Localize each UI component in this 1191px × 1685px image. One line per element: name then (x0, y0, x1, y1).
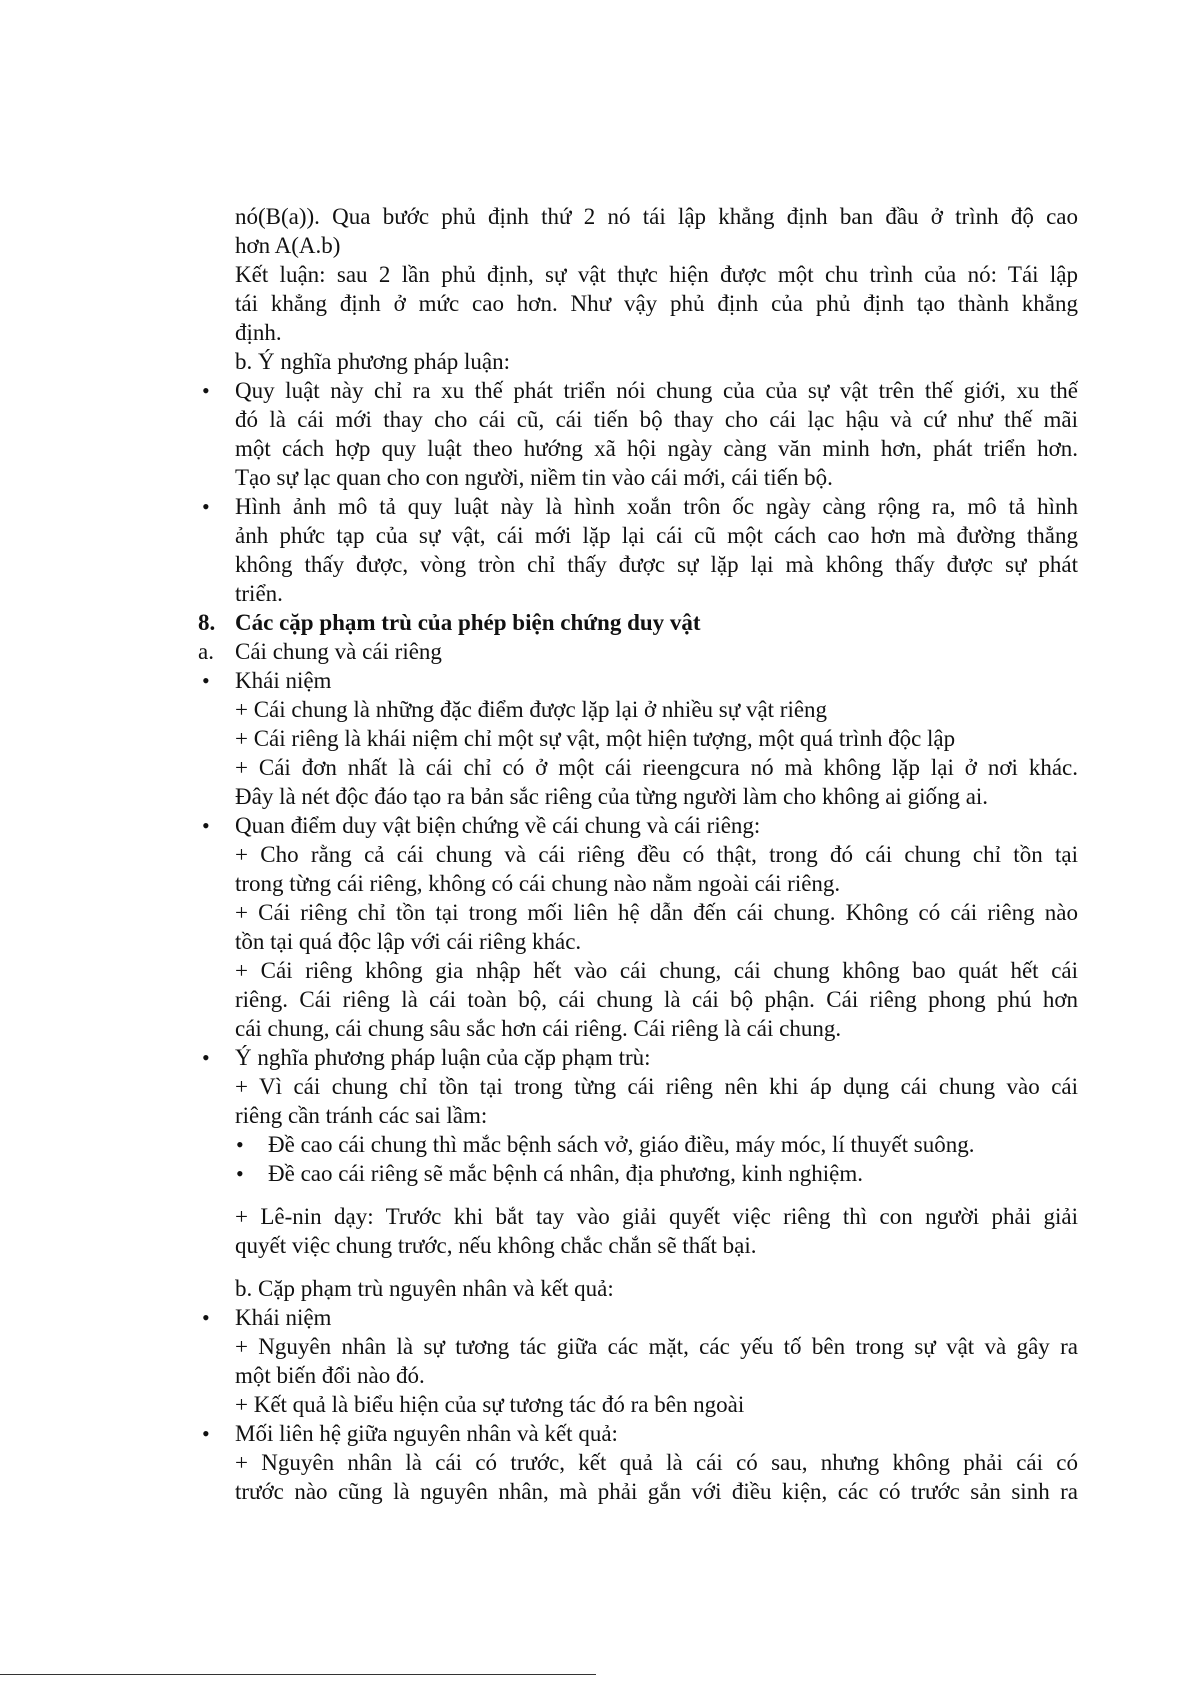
spacer (198, 1260, 1078, 1274)
text-line: nó(B(a)). Qua bước phủ định thứ 2 nó tái lập khẳng định ban đầu ở trình độ cao (235, 204, 1078, 229)
bullet-text: Mối liên hệ giữa nguyên nhân và kết quả: (235, 1421, 618, 1446)
sub-bullet-item (198, 1130, 1078, 1159)
sub-bullet-item (198, 1159, 1078, 1188)
bullet-item (198, 492, 1078, 521)
bullet-icon: • (202, 1045, 210, 1070)
bullet-item (198, 376, 1078, 405)
spacer (198, 1188, 1078, 1202)
footer-rule (0, 1674, 596, 1675)
bullet-icon: • (236, 1161, 244, 1186)
bullet-icon: • (202, 378, 210, 403)
text-line: tồn tại quá độc lập với cái riêng khác. (235, 929, 582, 954)
text-line: + Nguyên nhân là cái có trước, kết quả là cái có sau, nhưng không phải cái có (235, 1450, 1078, 1475)
bullet-text: Khái niệm (235, 668, 332, 693)
text-line: triển. (235, 581, 283, 606)
text-line: + Nguyên nhân là sự tương tác giữa các mặt, các yếu tố bên trong sự vật và gây ra (235, 1334, 1078, 1359)
text-line: + Cái chung là những đặc điểm được lặp lại ở nhiều sự vật riêng (235, 697, 828, 722)
bullet-text: Hình ảnh mô tả quy luật này là hình xoắn trôn ốc ngày càng rộng ra, mô tả hình (235, 494, 1078, 519)
document-body (198, 202, 1078, 1506)
text-line: hơn A(A.b) (235, 233, 341, 258)
bullet-icon: • (202, 1421, 210, 1446)
bullet-item (198, 1419, 1078, 1448)
subsection-heading (198, 637, 1078, 666)
text-line: riêng. Cái riêng là cái toàn bộ, cái chung là cái bộ phận. Cái riêng phong phú hơn (235, 987, 1078, 1012)
text-line: một cách hợp quy luật theo hướng xã hội ngày càng văn minh hơn, phát triển hơn. (235, 436, 1078, 461)
bullet-item (198, 1043, 1078, 1072)
bullet-item (198, 811, 1078, 840)
section-title: Các cặp phạm trù của phép biện chứng duy vật (235, 610, 701, 635)
bullet-text: Quan điểm duy vật biện chứng về cái chung và cái riêng: (235, 813, 761, 838)
subheading-b2: b. Cặp phạm trù nguyên nhân và kết quả: (235, 1276, 614, 1301)
text-line: định. (235, 320, 282, 345)
text-line: + Cho rằng cả cái chung và cái riêng đều có thật, trong đó cái chung chỉ tồn tại (235, 842, 1078, 867)
bullet-text: Khái niệm (235, 1305, 332, 1330)
text-line: + Cái riêng chỉ tồn tại trong mối liên hệ dẫn đến cái chung. Không có cái riêng nào (235, 900, 1078, 925)
bullet-item (198, 1303, 1078, 1332)
bullet-text: Ý nghĩa phương pháp luận của cặp phạm trù: (235, 1045, 651, 1070)
text-line: + Cái riêng không gia nhập hết vào cái chung, cái chung không bao quát hết cái (235, 958, 1078, 983)
text-line: + Cái đơn nhất là cái chỉ có ở một cái rieengcura nó mà không lặp lại ở nơi khác. (235, 755, 1078, 780)
text-line: trong từng cái riêng, không có cái chung nào nằm ngoài cái riêng. (235, 871, 841, 896)
text-line: + Kết quả là biểu hiện của sự tương tác đó ra bên ngoài (235, 1392, 745, 1417)
text-line: một biến đổi nào đó. (235, 1363, 425, 1388)
text-line: cái chung, cái chung sâu sắc hơn cái riêng. Cái riêng là cái chung. (235, 1016, 842, 1041)
text-line: + Cái riêng là khái niệm chỉ một sự vật, một hiện tượng, một quá trình độc lập (235, 726, 956, 751)
subheading-b: b. Ý nghĩa phương pháp luận: (235, 349, 511, 374)
subsection-title: Cái chung và cái riêng (235, 639, 442, 664)
sub-bullet-text: Đề cao cái riêng sẽ mắc bệnh cá nhân, địa phương, kinh nghiệm. (268, 1161, 863, 1186)
bullet-text: Quy luật này chỉ ra xu thế phát triển nói chung của của sự vật trên thế giới, xu thế (235, 378, 1078, 403)
bullet-icon: • (202, 668, 210, 693)
sub-bullet-text: Đề cao cái chung thì mắc bệnh sách vở, giáo điều, máy móc, lí thuyết suông. (268, 1132, 975, 1157)
text-line: quyết việc chung trước, nếu không chắc chắn sẽ thất bại. (235, 1233, 757, 1258)
section-heading (198, 608, 1078, 637)
text-line: + Lê-nin dạy: Trước khi bắt tay vào giải quyết việc riêng thì con người phải giải (235, 1204, 1078, 1229)
text-line: + Vì cái chung chỉ tồn tại trong từng cái riêng nên khi áp dụng cái chung vào cái (235, 1074, 1078, 1099)
bullet-item (198, 666, 1078, 695)
text-line: Đây là nét độc đáo tạo ra bản sắc riêng của từng người làm cho không ai giống ai. (235, 784, 989, 809)
text-line: riêng cần tránh các sai lầm: (235, 1103, 488, 1128)
text-line: tái khẳng định ở mức cao hơn. Như vậy phủ định của phủ định tạo thành khẳng (235, 291, 1078, 316)
text-line: trước nào cũng là nguyên nhân, mà phải gắn với điều kiện, các có trước sản sinh ra (235, 1479, 1078, 1504)
text-line: không thấy được, vòng tròn chỉ thấy được sự lặp lại mà không thấy được sự phát (235, 552, 1078, 577)
text-line: đó là cái mới thay cho cái cũ, cái tiến bộ thay cho cái lạc hậu và cứ như thế mãi (235, 407, 1078, 432)
bullet-icon: • (202, 1305, 210, 1330)
bullet-icon: • (202, 813, 210, 838)
section-number: 8. (198, 610, 216, 635)
text-line: ảnh phức tạp của sự vật, cái mới lặp lại cái cũ một cách cao hơn mà đường thẳng (235, 523, 1078, 548)
bullet-icon: • (236, 1132, 244, 1157)
bullet-icon: • (202, 494, 210, 519)
text-line: Tạo sự lạc quan cho con người, niềm tin vào cái mới, cái tiến bộ. (235, 465, 833, 490)
text-line: Kết luận: sau 2 lần phủ định, sự vật thực hiện được một chu trình của nó: Tái lập (235, 262, 1078, 287)
subsection-letter: a. (198, 639, 214, 664)
